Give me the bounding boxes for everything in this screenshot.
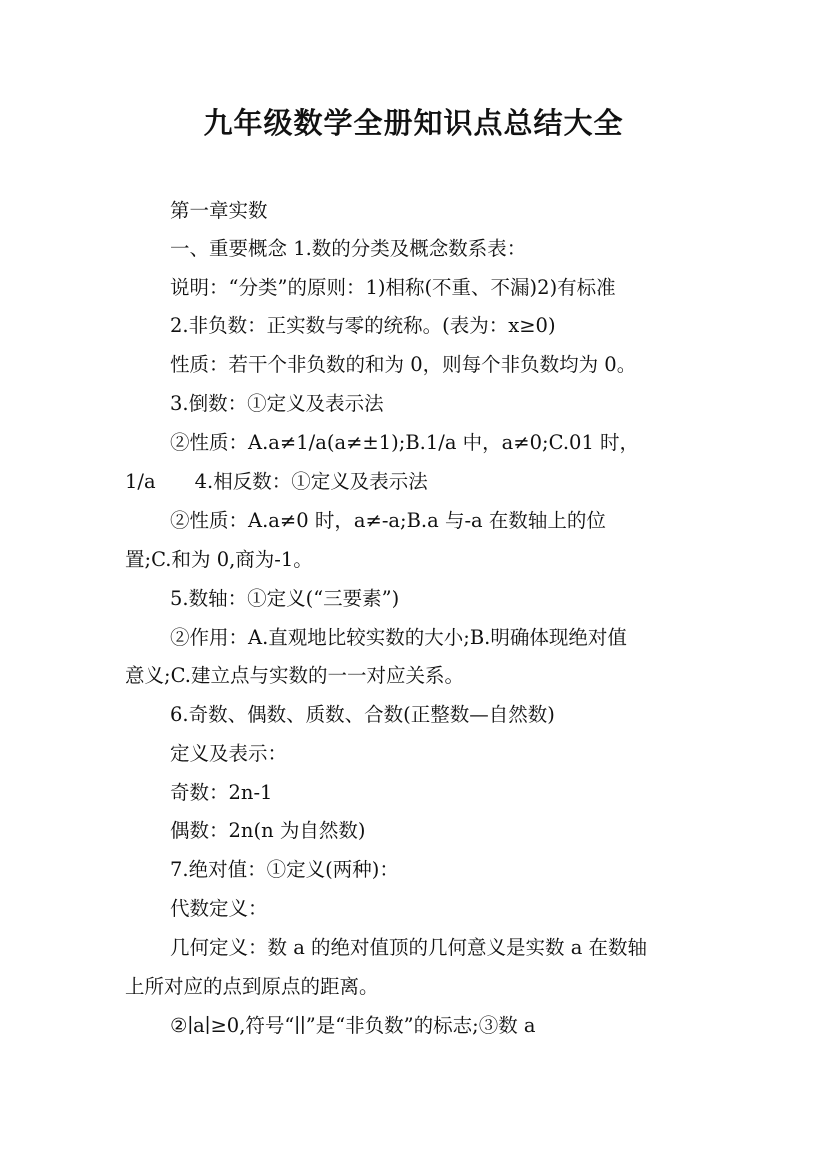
text-line-18: 代数定义： [170, 897, 268, 920]
text-line-3: 2.非负数：正实数与零的统称。(表为：x≥0) [170, 314, 556, 337]
text-line-14: 定义及表示： [170, 742, 288, 765]
text-line-9: 置;C.和为 0,商为-1。 [125, 548, 313, 571]
text-line-21: ②∣a∣≥0,符号“∣∣”是“非负数”的标志;③数 a [170, 1014, 536, 1037]
document-title: 九年级数学全册知识点总结大全 [203, 106, 624, 140]
text-line-13: 6.奇数、偶数、质数、合数(正整数—自然数) [170, 703, 555, 726]
text-line-15: 奇数：2n-1 [170, 781, 273, 804]
chapter-heading: 第一章实数 [170, 199, 268, 222]
text-line-6: ②性质：A.a≠1/a(a≠±1);B.1/a 中，a≠0;C.01 时， [170, 431, 640, 454]
text-line-12: 意义;C.建立点与实数的一一对应关系。 [125, 664, 464, 687]
text-line-16: 偶数：2n(n 为自然数) [170, 819, 366, 842]
text-line-10: 5.数轴：①定义(“三要素”) [170, 587, 400, 610]
text-line-2: 说明：“分类”的原则：1)相称(不重、不漏)2)有标准 [170, 276, 616, 299]
text-line-7: 1/a 4.相反数：①定义及表示法 [125, 470, 428, 493]
text-line-11: ②作用：A.直观地比较实数的大小;B.明确体现绝对值 [170, 626, 627, 649]
text-line-19: 几何定义：数 a 的绝对值顶的几何意义是实数 a 在数轴 [170, 936, 648, 959]
text-line-17: 7.绝对值：①定义(两种)： [170, 858, 399, 881]
text-line-5: 3.倒数：①定义及表示法 [170, 392, 384, 415]
text-line-8: ②性质：A.a≠0 时，a≠-a;B.a 与-a 在数轴上的位 [170, 509, 606, 532]
text-line-1: 一、重要概念 1.数的分类及概念数系表： [170, 237, 527, 260]
text-line-20: 上所对应的点到原点的距离。 [125, 975, 379, 998]
text-line-4: 性质：若干个非负数的和为 0，则每个非负数均为 0。 [170, 353, 637, 376]
